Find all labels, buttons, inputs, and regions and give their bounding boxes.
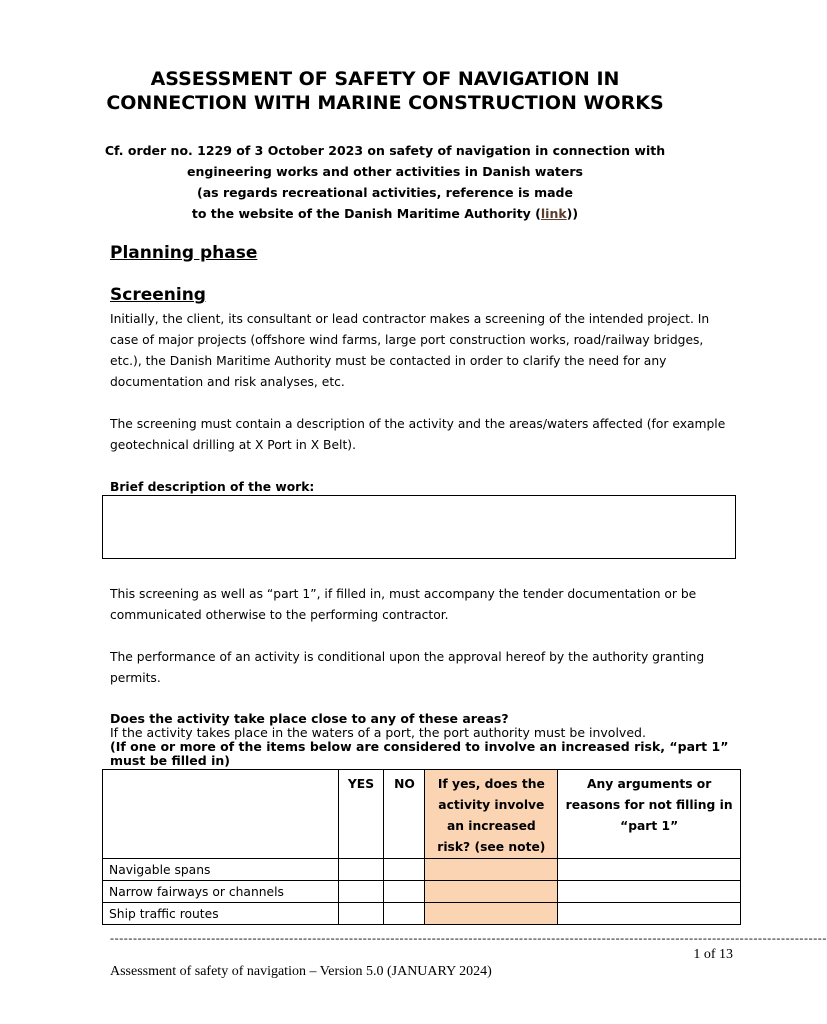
no-cell[interactable] (384, 859, 425, 881)
yes-cell[interactable] (338, 859, 384, 881)
footer-text: Assessment of safety of navigation – Version 5.0 (JANUARY 2024) (110, 964, 492, 979)
subtitle-line-4-suffix: )) (566, 206, 579, 221)
row-label: Ship traffic routes (103, 903, 339, 925)
arguments-cell[interactable] (558, 903, 741, 925)
header-increased-risk: If yes, does the activity involve an increased risk? (see note) (425, 770, 558, 859)
row-label: Narrow fairways or channels (103, 881, 339, 903)
document-subtitle (60, 140, 710, 224)
question-note: If the activity takes place in the waters of a port, the port authority must be involved. (110, 725, 646, 740)
dma-website-link[interactable]: link (540, 206, 567, 221)
table-row (103, 903, 741, 925)
planning-phase-heading: Planning phase (110, 243, 258, 263)
screening-paragraph-2: The screening must contain a description of the activity and the areas/waters affected (for example geotechnical drilling at X Port in X Belt). (110, 417, 726, 452)
no-cell[interactable] (384, 903, 425, 925)
yes-cell[interactable] (338, 881, 384, 903)
subtitle-line-4-prefix: to the website of the Danish Maritime Authority ( (191, 206, 541, 221)
title-line-1: ASSESSMENT OF SAFETY OF NAVIGATION IN (150, 68, 620, 90)
document-title (60, 67, 710, 115)
increased-risk-cell[interactable] (425, 859, 558, 881)
question-bold-note: (If one or more of the items below are considered to involve an increased risk, “part 1” must be filled in) (110, 739, 729, 768)
title-line-2: CONNECTION WITH MARINE CONSTRUCTION WORKS (106, 92, 664, 114)
brief-description-label: Brief description of the work: (110, 480, 315, 494)
arguments-cell[interactable] (558, 881, 741, 903)
increased-risk-cell[interactable] (425, 881, 558, 903)
table-header-row (103, 770, 741, 859)
question-block (110, 712, 740, 768)
row-label: Navigable spans (103, 859, 339, 881)
approval-paragraph: The performance of an activity is conditional upon the approval hereof by the authority granting permits. (110, 650, 705, 685)
header-arguments: Any arguments or reasons for not filling in “part 1” (558, 770, 741, 859)
header-no: NO (384, 770, 425, 859)
increased-risk-cell[interactable] (425, 903, 558, 925)
table-row (103, 881, 741, 903)
header-yes: YES (338, 770, 384, 859)
footer-separator: ------------------------------------------------------------------------------------------------------------------------------------------------------------ (110, 931, 827, 945)
subtitle-line-3: (as regards recreational activities, reference is made (197, 185, 573, 200)
page-number: 1 of 13 (693, 947, 733, 962)
subtitle-line-4 (60, 203, 710, 224)
tender-paragraph: This screening as well as “part 1”, if filled in, must accompany the tender documentation or be communicated otherwise to the performing contractor. (110, 587, 697, 622)
question-heading: Does the activity take place close to any of these areas? (110, 711, 509, 726)
header-blank (103, 770, 339, 859)
arguments-cell[interactable] (558, 859, 741, 881)
no-cell[interactable] (384, 881, 425, 903)
subtitle-line-2: engineering works and other activities in Danish waters (187, 164, 583, 179)
screening-heading: Screening (110, 285, 206, 305)
areas-table (102, 769, 741, 925)
yes-cell[interactable] (338, 903, 384, 925)
table-row (103, 859, 741, 881)
brief-description-field[interactable] (102, 495, 736, 559)
screening-paragraph-1: Initially, the client, its consultant or lead contractor makes a screening of the intended project. In case of major projects (offshore wind farms, large port construction works, road/railway bridges, etc.), the Danish Maritime Authority must be contacted in order to clarify the need for any documentation and risk analyses, etc. (110, 312, 710, 389)
subtitle-line-1: Cf. order no. 1229 of 3 October 2023 on safety of navigation in connection with (104, 143, 666, 158)
